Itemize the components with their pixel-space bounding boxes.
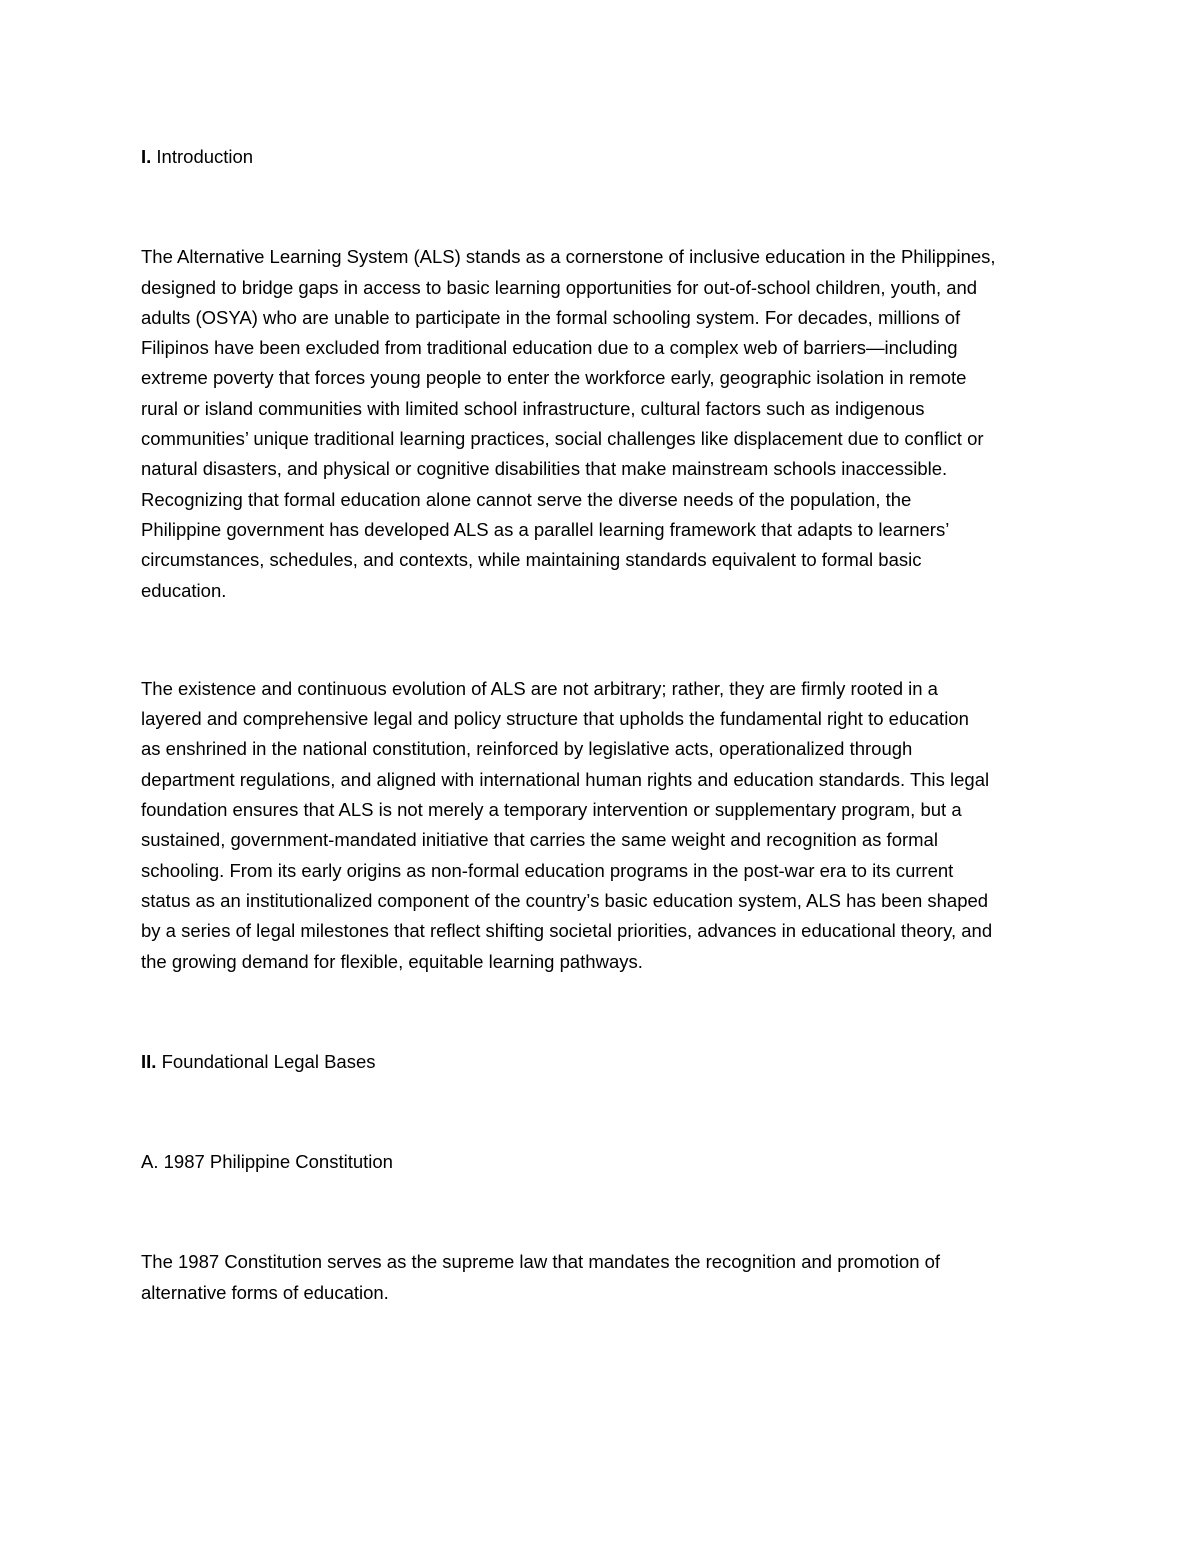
paragraph-line: layered and comprehensive legal and policy structure that upholds the fundamental right to education bbox=[141, 708, 969, 730]
paragraph-line: the growing demand for flexible, equitable learning pathways. bbox=[141, 950, 643, 972]
document-body bbox=[141, 142, 1061, 1308]
subsection-title: A. 1987 Philippine Constitution bbox=[141, 1151, 393, 1173]
section-heading-introduction bbox=[141, 142, 1061, 172]
paragraph-line: adults (OSYA) who are unable to participate in the formal schooling system. For decades, millions of bbox=[141, 306, 961, 328]
section-title: Foundational Legal Bases bbox=[161, 1050, 376, 1072]
paragraph-line: foundation ensures that ALS is not merely a temporary intervention or supplementary program, but a bbox=[141, 799, 962, 821]
paragraph-line: The Alternative Learning System (ALS) stands as a cornerstone of inclusive education in the Philippines, bbox=[141, 246, 996, 268]
paragraph-constitution bbox=[141, 1247, 1061, 1308]
paragraph-line: Recognizing that formal education alone cannot serve the diverse needs of the population, the bbox=[141, 488, 912, 510]
paragraph-line: Philippine government has developed ALS as a parallel learning framework that adapts to learners’ bbox=[141, 518, 950, 540]
paragraph-line: communities’ unique traditional learning practices, social challenges like displacement due to conflict or bbox=[141, 428, 984, 450]
paragraph-line: Filipinos have been excluded from traditional education due to a complex web of barriers—including bbox=[141, 337, 958, 359]
paragraph-line: department regulations, and aligned with international human rights and education standards. This legal bbox=[141, 768, 990, 790]
paragraph-line: rural or island communities with limited school infrastructure, cultural factors such as indigenous bbox=[141, 397, 925, 419]
paragraph-introduction-2 bbox=[141, 674, 1061, 977]
paragraph-line: status as an institutionalized component of the country’s basic education system, ALS has been shaped bbox=[141, 889, 989, 911]
paragraph-line: circumstances, schedules, and contexts, while maintaining standards equivalent to formal basic bbox=[141, 549, 922, 571]
paragraph-line: alternative forms of education. bbox=[141, 1281, 389, 1303]
paragraph-introduction-1 bbox=[141, 242, 1061, 606]
paragraph-line: schooling. From its early origins as non-formal education programs in the post-war era to its current bbox=[141, 859, 954, 881]
paragraph-line: extreme poverty that forces young people to enter the workforce early, geographic isolation in remote bbox=[141, 367, 967, 389]
paragraph-line: The 1987 Constitution serves as the supreme law that mandates the recognition and promotion of bbox=[141, 1251, 941, 1273]
section-number: I. bbox=[141, 146, 152, 167]
subsection-heading-constitution bbox=[141, 1147, 1061, 1177]
paragraph-line: natural disasters, and physical or cognitive disabilities that make mainstream schools inaccessible. bbox=[141, 458, 948, 480]
section-title: Introduction bbox=[156, 146, 254, 167]
paragraph-line: as enshrined in the national constitution, reinforced by legislative acts, operationalized through bbox=[141, 738, 913, 760]
paragraph-line: designed to bridge gaps in access to basic learning opportunities for out-of-school children, youth, and bbox=[141, 276, 978, 298]
paragraph-line: sustained, government-mandated initiative that carries the same weight and recognition as formal bbox=[141, 829, 938, 851]
section-number: II. bbox=[141, 1050, 157, 1072]
paragraph-line: The existence and continuous evolution of ALS are not arbitrary; rather, they are firmly rooted in a bbox=[141, 677, 938, 699]
paragraph-line: education. bbox=[141, 579, 227, 601]
paragraph-line: by a series of legal milestones that reflect shifting societal priorities, advances in educational theory, and bbox=[141, 920, 993, 942]
section-heading-foundational-legal-bases bbox=[141, 1047, 1061, 1077]
